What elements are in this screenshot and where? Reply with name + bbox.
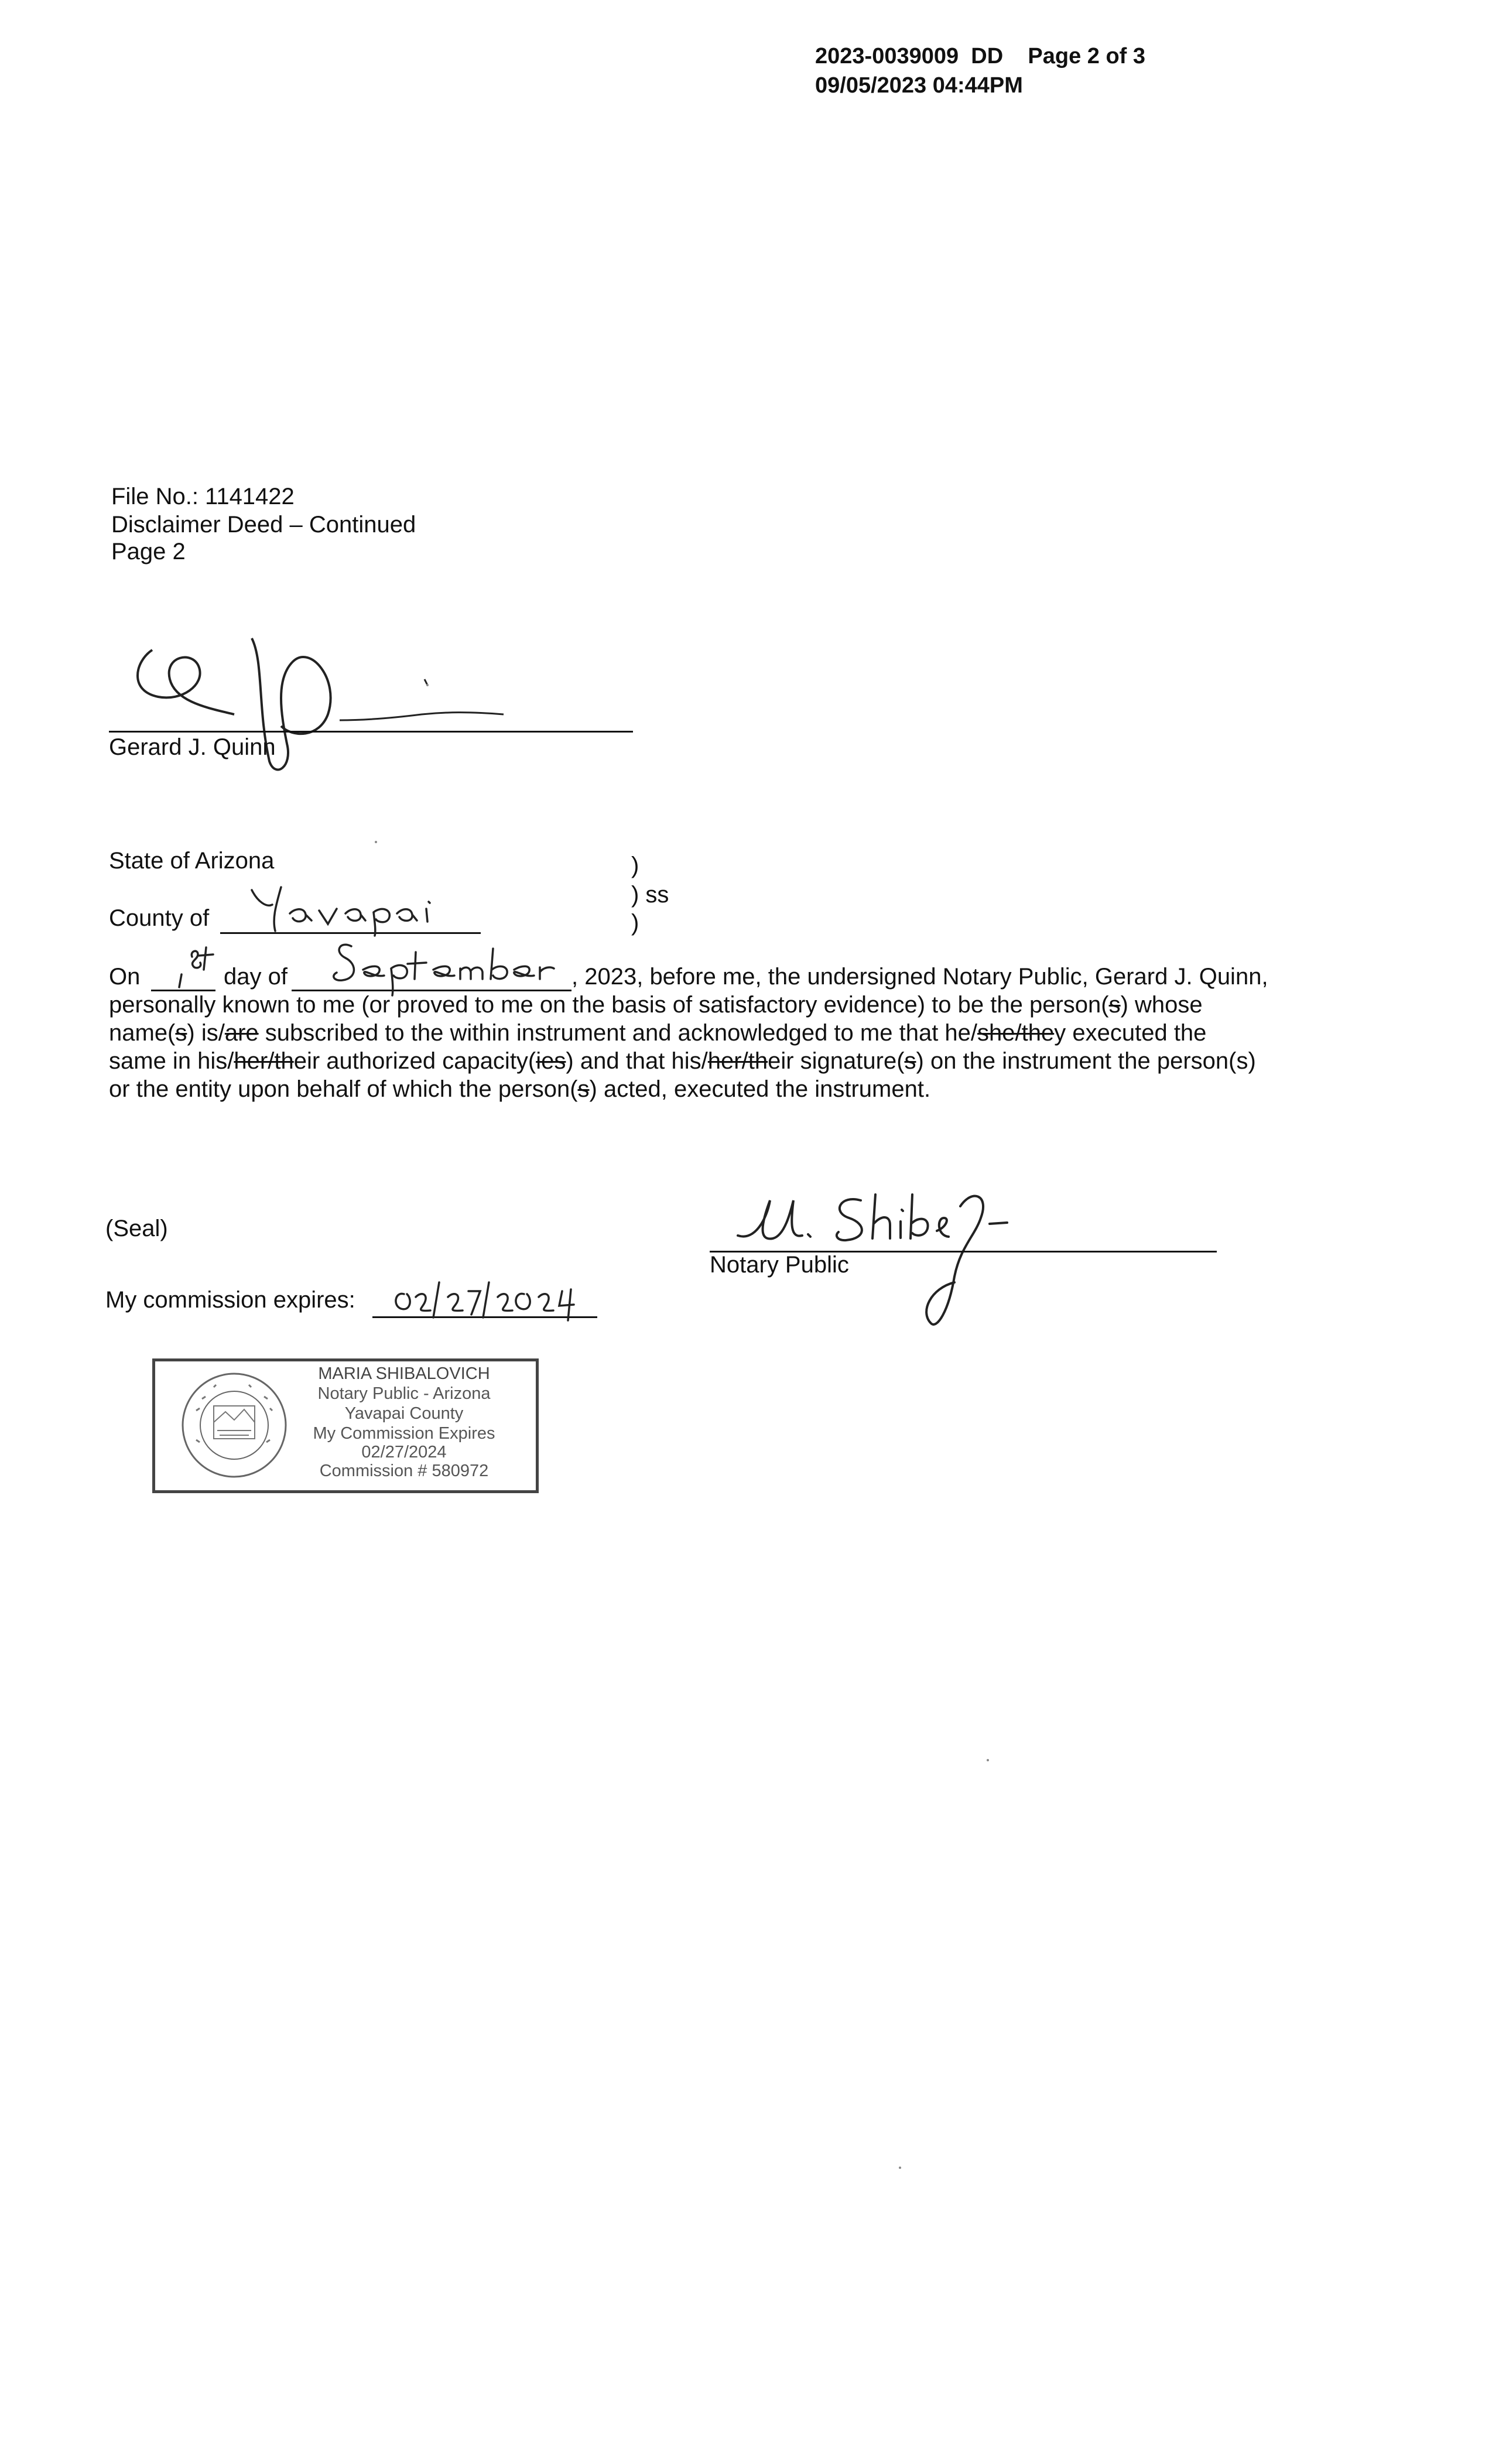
ack-line-4-part-d: eir signature( [768, 1048, 905, 1074]
ack-line-5 [109, 1075, 930, 1103]
commission-handwriting [386, 1277, 609, 1323]
stamp-expires-label: My Commission Expires [313, 1424, 495, 1443]
venue-state: State of Arizona [109, 848, 275, 874]
stamp-expires-date: 02/27/2024 [361, 1443, 447, 1462]
ack-line-4-struck-herth-2: her/th [707, 1048, 768, 1074]
seal-label: (Seal) [105, 1216, 168, 1241]
ack-line-2-part-a: personally known to me ( [109, 992, 369, 1018]
recording-number [815, 42, 1145, 70]
ack-line-3-part-a: name( [109, 1020, 176, 1046]
ack-line-2 [109, 991, 1203, 1019]
stamp-title: Notary Public - Arizona [317, 1384, 491, 1403]
ack-line-2-struck-s: s [1108, 992, 1121, 1018]
file-number: File No.: 1141422 [111, 484, 295, 509]
recording-timestamp: 09/05/2023 04:44PM [815, 73, 1023, 98]
ack-line-3-part-c: subscribed to the within instrument and acknowledged to me that he/ [258, 1020, 978, 1046]
notary-public-label: Notary Public [710, 1252, 849, 1278]
document-type: DD [971, 44, 1004, 69]
stamp-commission-number: Commission # 580972 [319, 1462, 489, 1480]
ack-day-of: day of [224, 964, 288, 990]
scan-speck [426, 684, 429, 686]
ack-line-5-part-a: or the entity upon behalf of which the person( [109, 1076, 578, 1102]
document-number: 2023-0039009 [815, 44, 959, 69]
notary-stamp [152, 1358, 539, 1493]
ack-on: On [109, 964, 141, 990]
grantor-name: Gerard J. Quinn [109, 734, 276, 760]
ack-line-4-struck-s: s [904, 1048, 916, 1074]
ack-line-3-part-b: ) is/ [187, 1020, 225, 1046]
ack-line-4-struck-herth: her/th [234, 1048, 294, 1074]
ack-line-5-struck-s: s [577, 1076, 590, 1102]
commission-expires-label: My commission expires: [105, 1287, 355, 1313]
ack-line-4-part-e: ) on the instrument the person(s) [916, 1048, 1256, 1074]
county-handwriting [240, 878, 451, 937]
scan-speck [375, 841, 377, 843]
ack-line-4-part-c: ) and that his/ [566, 1048, 708, 1074]
venue-paren-ss: ) ss [631, 882, 669, 908]
venue-paren-3: ) [631, 910, 639, 936]
document-title: Disclaimer Deed – Continued [111, 512, 416, 538]
stamp-county: Yavapai County [344, 1404, 464, 1423]
ack-line-2-corrected-o: o [369, 992, 382, 1018]
day-handwriting [170, 939, 223, 992]
venue-paren-1: ) [631, 853, 639, 878]
stamp-notary-name: MARIA SHIBALOVICH [318, 1364, 490, 1383]
ack-line-1: , 2023, before me, the undersigned Notary Public, Gerard J. Quinn, [571, 964, 1268, 990]
scan-speck [899, 2167, 901, 2169]
ack-line-3 [109, 1019, 1206, 1047]
page-info: Page 2 of 3 [1028, 44, 1146, 69]
ack-line-4-part-b: eir authorized capacity( [293, 1048, 536, 1074]
ack-line-2-part-b: r proved to me on the basis of satisfactory evidence) to be the person( [382, 992, 1109, 1018]
scan-speck [987, 1759, 989, 1761]
ack-line-3-struck-are: are [224, 1020, 259, 1046]
page-label: Page 2 [111, 539, 186, 564]
ack-line-2-part-c: ) whose [1120, 992, 1203, 1018]
ack-line-4-part-a: same in his/ [109, 1048, 234, 1074]
arizona-seal-icon [179, 1370, 290, 1481]
ack-line-3-part-d: y executed the [1054, 1020, 1207, 1046]
month-handwriting [328, 935, 574, 999]
ack-line-3-struck-s: s [175, 1020, 187, 1046]
grantor-signature-line [109, 731, 633, 733]
ack-line-5-part-b: ) acted, executed the instrument. [589, 1076, 931, 1102]
county-label: County of [109, 905, 210, 931]
ack-line-3-struck-shethe: she/the [977, 1020, 1055, 1046]
ack-line-4 [109, 1047, 1256, 1075]
ack-line-4-struck-ies: ies [536, 1048, 566, 1074]
